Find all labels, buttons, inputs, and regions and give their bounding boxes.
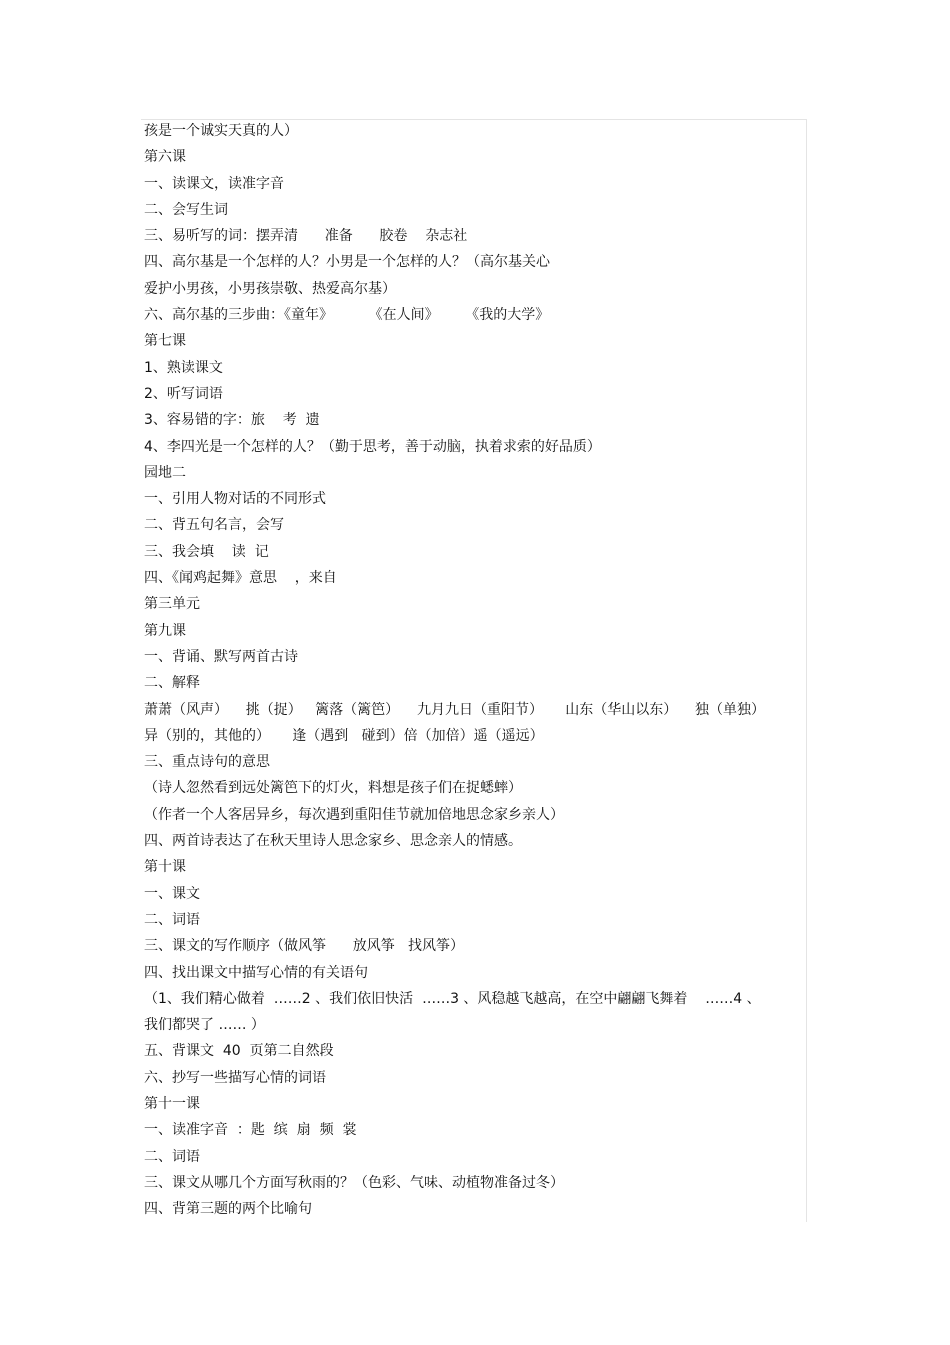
lesson-heading: 第十一课 bbox=[144, 1095, 200, 1112]
text-line: 爱护小男孩，小男孩崇敬、热爱高尔基） bbox=[144, 280, 396, 297]
text-line: （1、我们精心做着 ……2 、我们依旧快活 ……3 、风稳越飞越高，在空中翩翩飞舞着 ……4 、 bbox=[144, 990, 761, 1007]
text-line: 六、高尔基的三步曲：《童年》 《在人间》 《我的大学》 bbox=[144, 307, 550, 324]
text-line: 一、引用人物对话的不同形式 bbox=[144, 491, 326, 508]
text-line: 五、背课文 40 页第二自然段 bbox=[144, 1043, 334, 1060]
lesson-heading: 第七课 bbox=[144, 333, 186, 350]
text-line: 一、读准字音 ：匙 缤 扇 频 裳 bbox=[144, 1122, 357, 1139]
lesson-heading: 第六课 bbox=[144, 149, 186, 166]
text-line: 二、会写生词 bbox=[144, 201, 228, 218]
text-line: 四、找出课文中描写心情的有关语句 bbox=[144, 964, 368, 981]
text-line: 二、解释 bbox=[144, 675, 200, 692]
section-heading: 园地二 bbox=[144, 464, 186, 481]
text-line: 三、重点诗句的意思 bbox=[144, 754, 270, 771]
text-line: 三、课文的写作顺序（做风筝 放风筝 找风筝） bbox=[144, 938, 465, 955]
text-line: 萧萧（风声） 挑（捉） 篱落（篱笆） 九月九日（重阳节） 山东（华山以东） 独（单独） bbox=[144, 701, 766, 718]
text-line: 4、李四光是一个怎样的人？（勤于思考，善于动脑，执着求索的好品质） bbox=[144, 438, 601, 455]
unit-heading: 第三单元 bbox=[144, 596, 200, 613]
lesson-heading: 第十课 bbox=[144, 859, 186, 876]
text-line: （作者一个人客居异乡，每次遇到重阳佳节就加倍地思念家乡亲人） bbox=[144, 806, 564, 823]
text-line: 一、课文 bbox=[144, 885, 200, 902]
text-line: 二、背五句名言，会写 bbox=[144, 517, 284, 534]
text-line: 三、我会填 读 记 bbox=[144, 543, 269, 560]
text-line: 三、易听写的词：摆弄清 准备 胶卷 杂志社 bbox=[144, 228, 468, 245]
text-line: 孩是一个诚实天真的人） bbox=[144, 123, 298, 139]
text-line: 1、熟读课文 bbox=[144, 359, 223, 376]
text-line: 六、抄写一些描写心情的词语 bbox=[144, 1069, 326, 1086]
text-line: 四、高尔基是一个怎样的人？小男是一个怎样的人？（高尔基关心 bbox=[144, 254, 550, 271]
text-line: 异（别的，其他的） 逢（遇到 碰到）倍（加倍）遥（遥远） bbox=[144, 727, 544, 744]
text-line: 四、《闻鸡起舞》意思 ，来自 bbox=[144, 570, 337, 587]
text-line: （诗人忽然看到远处篱笆下的灯火，料想是孩子们在捉蟋蟀） bbox=[144, 780, 522, 797]
text-line: 2、听写词语 bbox=[144, 385, 223, 402]
text-line: 3、容易错的字：旅 考 遗 bbox=[144, 412, 320, 429]
text-line: 四、背第三题的两个比喻句 bbox=[144, 1201, 312, 1218]
text-line: 一、背诵、默写两首古诗 bbox=[144, 648, 298, 665]
lesson-heading: 第九课 bbox=[144, 622, 186, 639]
text-line: 四、两首诗表达了在秋天里诗人思念家乡、思念亲人的情感。 bbox=[144, 833, 522, 850]
text-line: 二、词语 bbox=[144, 1148, 200, 1165]
text-line: 三、课文从哪几个方面写秋雨的？（色彩、气味、动植物准备过冬） bbox=[144, 1174, 564, 1191]
text-line: 二、词语 bbox=[144, 911, 200, 928]
document-body bbox=[144, 118, 808, 1222]
text-line: 一、读课文，读准字音 bbox=[144, 175, 284, 192]
text-line: 我们都哭了 …… ） bbox=[144, 1017, 265, 1034]
